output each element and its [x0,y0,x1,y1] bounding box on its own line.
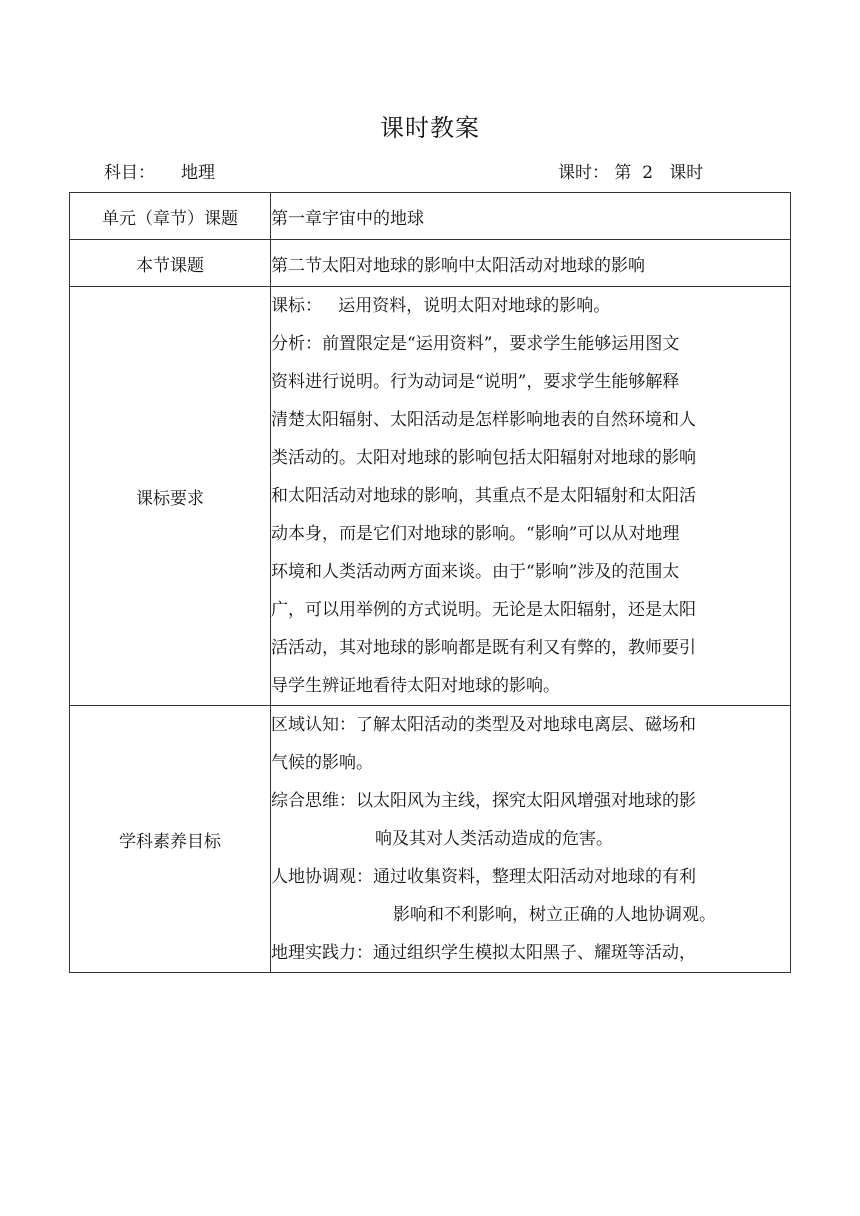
lesson-plan-table [69,192,791,973]
text-line: 导学生辨证地看待太阳对地球的影响。 [271,676,560,696]
lesson-info [558,158,703,183]
text-line: 类活动的。太阳对地球的影响包括太阳辐射对地球的影响 [271,448,696,468]
row-content-competency-goals [271,706,791,973]
text-line: 资料进行说明。行为动词是“说明”，要求学生能够解释 [271,372,680,392]
subject-info [104,158,215,183]
text-line: 分析：前置限定是“运用资料”，要求学生能够运用图文 [271,334,680,354]
row-label-competency-goals: 学科素养目标 [70,706,271,973]
row-content-standards [271,287,791,706]
text-line: 区域认知：了解太阳活动的类型及对地球电离层、磁场和 [271,715,696,735]
row-label-lesson-topic: 本节课题 [70,240,271,287]
text-line: 响及其对人类活动造成的危害。 [375,829,613,849]
row-content-lesson-topic: 第二节太阳对地球的影响中太阳活动对地球的影响 [271,240,791,287]
subject-label: 科目： [104,163,155,183]
lesson-value: 第 2 课时 [614,163,704,183]
table-row-lesson-topic [70,240,791,287]
table-row-unit [70,193,791,240]
text-line: 活活动，其对地球的影响都是既有利又有弊的，教师要引 [271,638,696,658]
text-line: 和太阳活动对地球的影响，其重点不是太阳辐射和太阳活 [271,486,696,506]
text-line: 动本身，而是它们对地球的影响。“影响”可以从对地理 [271,524,680,544]
table-row-standards [70,287,791,706]
row-label-unit: 单元（章节）课题 [70,193,271,240]
text-line: 影响和不利影响，树立正确的人地协调观。 [393,905,716,925]
text-line: 课标： 运用资料，说明太阳对地球的影响。 [271,296,611,316]
text-line: 环境和人类活动两方面来谈。由于“影响”涉及的范围太 [271,562,680,582]
text-line: 综合思维：以太阳风为主线，探究太阳风增强对地球的影 [271,791,696,811]
subject-value: 地理 [181,163,215,183]
document-title: 课时教案 [380,114,480,142]
row-label-standards: 课标要求 [70,287,271,706]
row-content-unit: 第一章宇宙中的地球 [271,193,791,240]
text-line: 地理实践力：通过组织学生模拟太阳黑子、耀斑等活动， [271,943,696,963]
lesson-label: 课时： [558,163,609,183]
text-line: 人地协调观：通过收集资料，整理太阳活动对地球的有利 [271,867,696,887]
table-row-competency-goals [70,706,791,973]
text-line: 气候的影响。 [271,753,373,773]
text-line: 清楚太阳辐射、太阳活动是怎样影响地表的自然环境和人 [271,410,696,430]
text-line: 广，可以用举例的方式说明。无论是太阳辐射，还是太阳 [271,600,696,620]
